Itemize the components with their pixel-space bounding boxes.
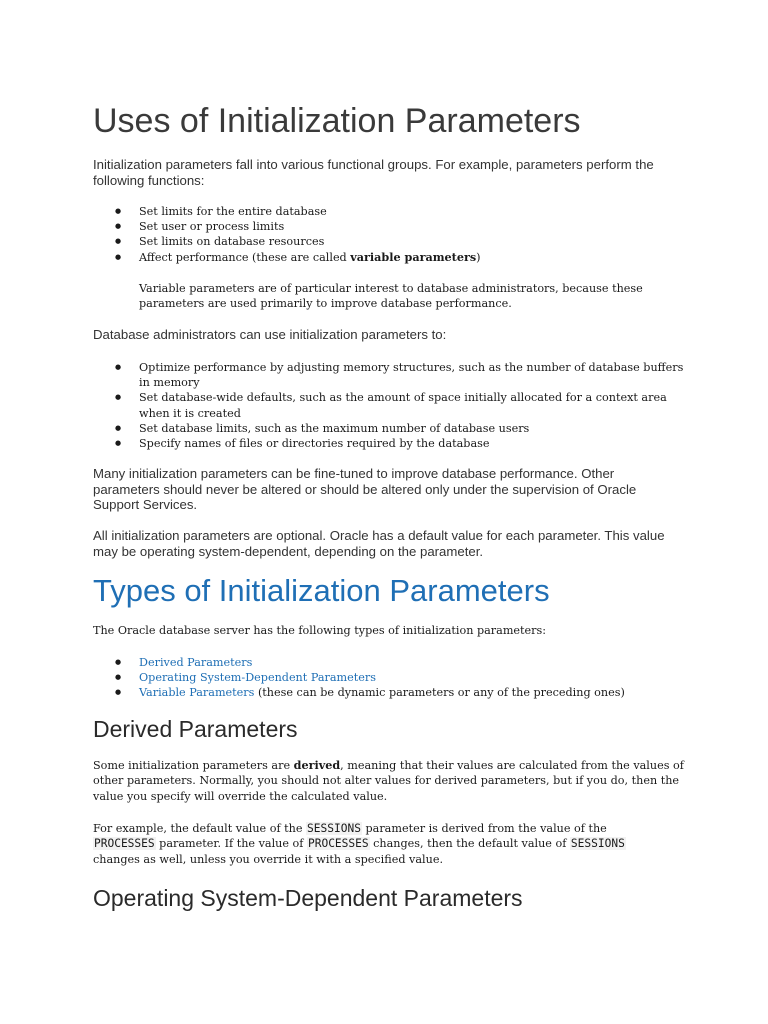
page-title: Uses of Initialization Parameters [93, 102, 581, 140]
os-dependent-heading: Operating System-Dependent Parameters [93, 885, 523, 911]
derived-heading: Derived Parameters [93, 716, 298, 742]
processes-code: PROCESSES [307, 837, 369, 851]
sessions-code: SESSIONS [570, 837, 625, 851]
derived-text-after: , meaning that their values are calculated from the values of other parameters. Normally, you should not alter values for derived parameters, but if you do, then the value you specify will override the calculated value. [93, 759, 684, 803]
list-item: ● Set limits for the entire database [93, 204, 683, 219]
list-item: ● Set limits on database resources [93, 234, 683, 249]
list-item: ● Specify names of files or directories required by the database [93, 436, 693, 451]
list-item: ● Set user or process limits [93, 219, 683, 234]
dba-uses-list [93, 360, 693, 451]
variable-parameters-link[interactable]: Variable Parameters [139, 686, 255, 700]
derived-term: derived [293, 758, 341, 772]
derived-p2-text: changes as well, unless you override it with a specified value. [93, 852, 443, 866]
affect-text-after: ) [476, 250, 481, 264]
list-item [93, 655, 713, 670]
derived-paragraph-1 [93, 758, 689, 804]
derived-p2-text: parameter is derived from the value of the [361, 822, 607, 835]
derived-parameters-link[interactable]: Derived Parameters [139, 656, 253, 669]
list-item: ● Set database-wide defaults, such as the amount of space initially allocated for a context area when it is created [93, 390, 693, 420]
types-heading: Types of Initialization Parameters [93, 573, 550, 608]
list-item: ● Optimize performance by adjusting memory structures, such as the number of database buffers in memory [93, 360, 693, 390]
optional-paragraph: All initialization parameters are optional. Oracle has a default value for each parameter. This value may be operating system-dependent, depending on the parameter. [93, 528, 665, 559]
intro-paragraph: Initialization parameters fall into various functional groups. For example, parameters perform the following functions: [93, 157, 654, 188]
variable-parameters-term: variable parameters [350, 249, 477, 264]
derived-p2-text: For example, the default value of the [93, 822, 307, 835]
processes-code: PROCESSES [94, 837, 155, 851]
derived-text-before: Some initialization parameters are [93, 759, 294, 772]
sessions-code: SESSIONS [307, 822, 361, 835]
functions-list [93, 204, 683, 265]
os-dependent-parameters-link[interactable]: Operating System-Dependent Parameters [139, 671, 376, 685]
derived-paragraph-2 [93, 821, 653, 867]
types-intro: The Oracle database server has the following types of initialization parameters: [93, 624, 547, 637]
types-list [93, 655, 713, 701]
list-item [93, 685, 713, 700]
list-item: ● Set database limits, such as the maximum number of database users [93, 421, 693, 436]
list-item-text: (these can be dynamic parameters or any of the preceding ones) [254, 686, 625, 700]
list-item [93, 670, 713, 685]
affect-text-before: Affect performance (these are called [139, 250, 351, 264]
variable-note: Variable parameters are of particular interest to database administrators, because these parameters are used primarily to improve database performance. [139, 282, 643, 311]
dba-intro: Database administrators can use initialization parameters to: [93, 327, 447, 342]
fine-tune-paragraph: Many initialization parameters can be fine-tuned to improve database performance. Other parameters should never be altered or should be altered only under the supervision of Oracle Support Services. [93, 466, 637, 512]
list-item [93, 250, 683, 265]
derived-p2-text: changes, then the default value of [369, 837, 570, 851]
derived-p2-text: parameter. If the value of [155, 837, 307, 851]
